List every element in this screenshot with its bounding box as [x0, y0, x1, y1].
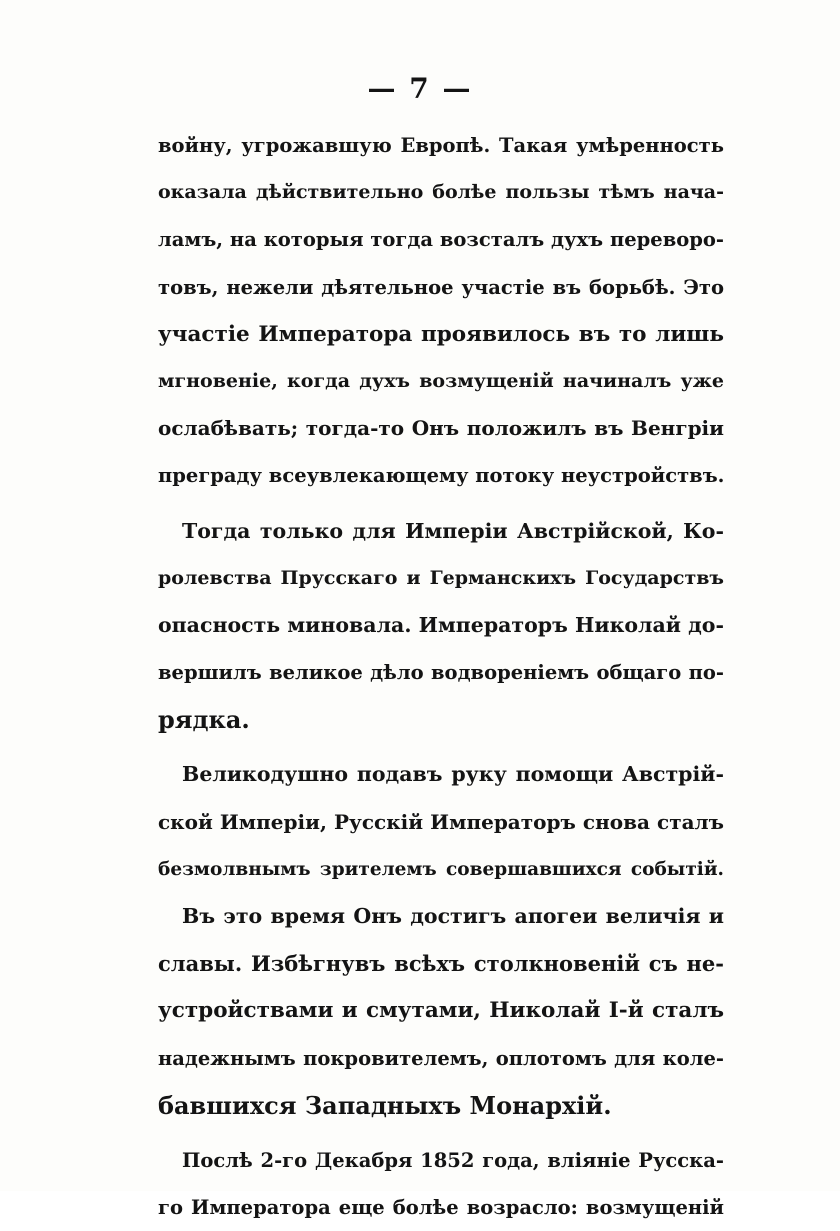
text-line: го Императора еще болѣе возрасло: возмущеній: [158, 1196, 724, 1220]
paragraph-4: [158, 1137, 724, 1231]
body-text: [158, 122, 724, 1231]
text-line: опасность миновала. Императоръ Николай до-: [158, 612, 724, 637]
text-line: преграду всеувлекающему потоку неустройствъ.: [158, 464, 725, 488]
text-line: участіе Императора проявилось въ то лишь: [158, 321, 724, 347]
text-line: бавшихся Западныхъ Монархій.: [158, 1090, 612, 1120]
text-line: ролевства Прусскаго и Германскихъ Государствъ: [158, 566, 724, 589]
text-line: ламъ, на которыя тогда возсталъ духъ переворо-: [158, 228, 724, 252]
paragraph-1: [158, 122, 724, 500]
text-line: оказала дѣйствительно болѣе пользы тѣмъ нача-: [158, 181, 724, 204]
text-line: ской Имперіи, Русскій Императоръ снова сталъ: [158, 809, 724, 834]
text-line: товъ, нежели дѣятельное участіе въ борьбѣ. Это: [158, 275, 724, 299]
paragraph-spacer: [158, 743, 724, 751]
text-line: надежнымъ покровителемъ, оплотомъ для коле-: [158, 1046, 724, 1070]
text-line: войну, угрожавшую Европѣ. Такая умѣренность: [158, 134, 724, 157]
page-number: — 7 —: [367, 72, 473, 105]
text-line: Великодушно подавъ руку помощи Австрій-: [182, 762, 724, 787]
text-line: безмолвнымъ зрителемъ совершавшихся событій.: [158, 858, 724, 880]
text-line: рядка.: [158, 705, 250, 735]
paragraph-spacer: [158, 1129, 724, 1137]
paragraph-spacer: [158, 500, 724, 508]
text-line: Въ это время Онъ достигъ апогеи величія и: [182, 904, 724, 928]
paragraph-3: [158, 751, 724, 1129]
text-line: славы. Избѣгнувъ всѣхъ столкновеній съ не-: [158, 951, 724, 977]
text-line: Послѣ 2-го Декабря 1852 года, вліяніе Русска-: [182, 1148, 724, 1172]
text-line: вершилъ великое дѣло водвореніемъ общаго по-: [158, 661, 724, 685]
text-line: мгновеніе, когда духъ возмущеній начиналъ уже: [158, 369, 724, 392]
text-line: Тогда только для Имперіи Австрійской, Ко-: [182, 518, 724, 543]
paragraph-2: [158, 508, 724, 744]
text-line: ослабѣвать; тогда-то Онъ положилъ въ Венгріи: [158, 416, 724, 441]
text-line: устройствами и смутами, Николай І-й сталъ: [158, 998, 724, 1024]
